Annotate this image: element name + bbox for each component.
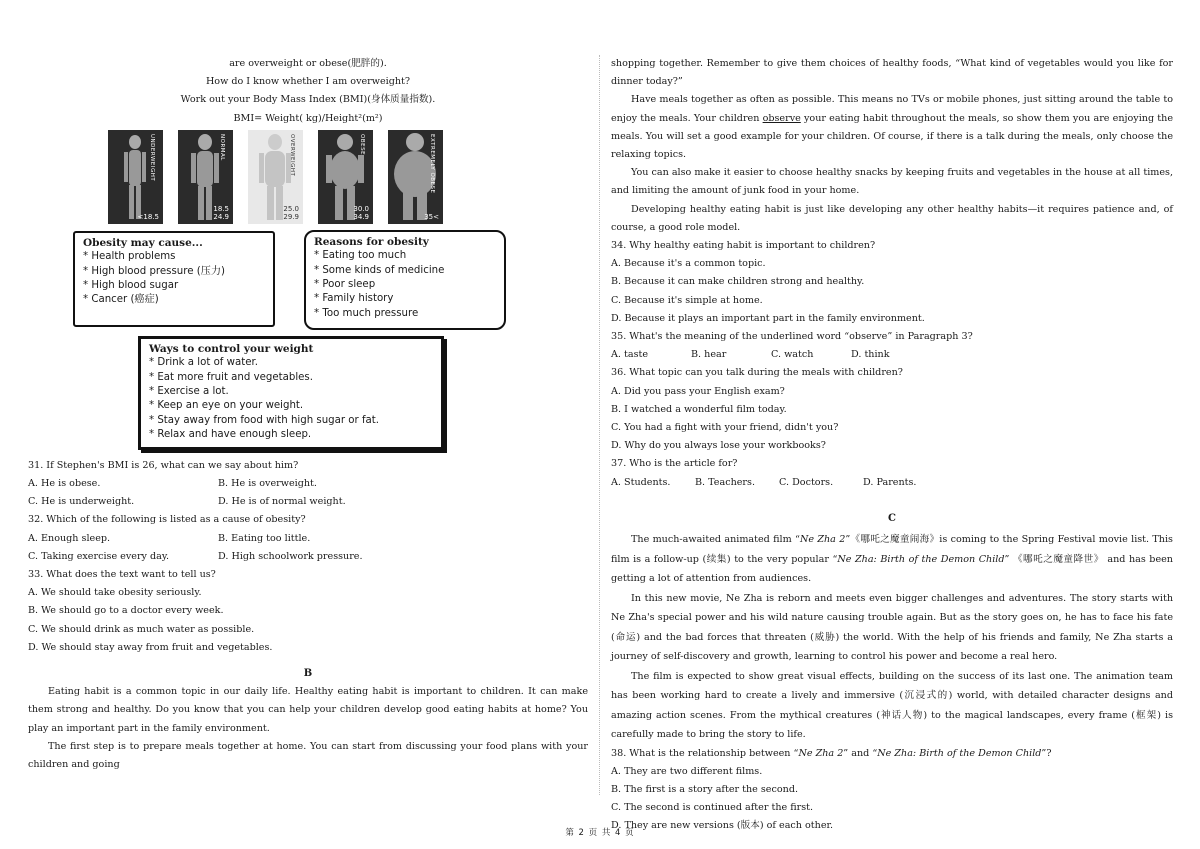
bmi-illustration	[68, 130, 538, 465]
question-stem: 31. If Stephen's BMI is 26, what can we say about him?	[28, 459, 299, 471]
page-footer: 第 2 页 共 4 页	[565, 828, 635, 838]
question-35	[611, 328, 1173, 364]
question-33	[28, 566, 588, 657]
figure-label: OBESE	[359, 133, 365, 155]
obesity-reasons-box	[304, 230, 506, 330]
intro-line: How do I know whether I am overweight?	[205, 76, 411, 88]
option[interactable]: A. taste	[611, 349, 649, 361]
passage-b-paragraph: Developing healthy eating habit is just like developing any other healthy habits—it requires patience and, of course, a good role model.	[611, 203, 1173, 233]
option[interactable]: C. The second is continued after the first.	[611, 802, 814, 814]
passage-b-paragraph: You can also make it easier to choose healthy snacks by keeping fruits and vegetables in the house at all times, and limiting the amount of junk food in your home.	[611, 167, 1174, 197]
question-32	[28, 511, 588, 566]
film-title: Ne Zha 2	[798, 747, 844, 759]
list-item: * Relax and have enough sleep.	[149, 428, 433, 442]
reasons-list	[314, 249, 496, 321]
option[interactable]: A. They are two different films.	[611, 765, 763, 777]
option[interactable]: C. He is underweight.	[28, 496, 135, 508]
text-run: your eating habit throughout the meals, so show them you are enjoying the meals. You will set a good example for your children. Of course, if there is a talk during the meals, only choose the relaxing topics.	[611, 112, 1173, 161]
obesity-causes-box	[73, 231, 275, 327]
film-title: Ne Zha: Birth of the Demon Child	[837, 553, 1005, 565]
option[interactable]: C. Taking exercise every day.	[28, 550, 170, 562]
option[interactable]: A. Enough sleep.	[28, 532, 111, 544]
question-36	[611, 364, 1173, 455]
text-run: ” 《哪吒之魔童降世》 and has been getting a lot of attention from audiences.	[611, 553, 1173, 585]
figure-label: UNDERWEIGHT	[149, 133, 155, 182]
passage-b-paragraph	[611, 91, 1173, 164]
question-stem: 34. Why healthy eating habit is important to children?	[611, 240, 876, 252]
option[interactable]: D. High schoolwork pressure.	[218, 550, 363, 562]
text-run: 38. What is the relationship between “	[611, 747, 799, 759]
passage-c-paragraph	[611, 530, 1173, 589]
list-item: * Health problems	[83, 250, 265, 264]
option[interactable]: D. Why do you always lose your workbooks?	[611, 440, 826, 452]
option[interactable]: B. I watched a wonderful film today.	[611, 403, 787, 415]
question-37	[611, 455, 1173, 491]
list-item: * High blood sugar	[83, 279, 265, 293]
option[interactable]: C. You had a fight with your friend, didn't you?	[611, 422, 839, 434]
text-run: ” and “	[843, 747, 878, 759]
option[interactable]: D. Parents.	[863, 476, 917, 488]
section-heading-c: C	[888, 512, 896, 524]
body-figure-normal	[178, 130, 233, 224]
ways-list	[149, 356, 433, 442]
passage-b-paragraph: shopping together. Remember to give them choices of healthy foods, “What kind of vegetables would you like for dinner today?”	[611, 58, 1173, 88]
option[interactable]: B. He is overweight.	[218, 478, 317, 490]
option[interactable]: A. Students.	[611, 476, 671, 488]
question-stem: 36. What topic can you talk during the meals with children?	[611, 367, 903, 379]
weight-control-box	[138, 336, 444, 450]
passage-b-paragraph: The first step is to prepare meals together at home. You can start from discussing your food plans with your children and going	[28, 740, 588, 771]
list-item: * Eat more fruit and vegetables.	[149, 371, 433, 385]
question-38	[611, 745, 1173, 836]
intro-line: Work out your Body Mass Index (BMI)(身体质量指数).	[180, 94, 436, 106]
figure-label: EXTREMELY OBESE	[429, 133, 435, 194]
column-divider	[599, 55, 600, 795]
question-34	[611, 237, 1173, 328]
causes-list	[83, 250, 265, 308]
intro-line: are overweight or obese(肥胖的).	[229, 58, 387, 69]
option[interactable]: D. They are new versions (版本) of each other.	[611, 820, 834, 832]
question-stem: 32. Which of the following is listed as a cause of obesity?	[28, 514, 306, 526]
option[interactable]: C. Doctors.	[779, 476, 834, 488]
option[interactable]: B. The first is a story after the second.	[611, 783, 799, 795]
body-figure-underweight	[108, 130, 163, 224]
figure-label: NORMAL	[219, 133, 225, 161]
option[interactable]: A. We should take obesity seriously.	[28, 587, 202, 599]
list-item: * Exercise a lot.	[149, 385, 433, 399]
text-run: ”?	[1041, 747, 1052, 759]
option[interactable]: B. Eating too little.	[218, 532, 311, 544]
option[interactable]: B. hear	[691, 349, 727, 361]
text-run: The much-awaited animated film “	[631, 534, 800, 546]
list-item: * Family history	[314, 292, 496, 306]
passage-c-paragraph: In this new movie, Ne Zha is reborn and meets even bigger challenges and adventures. The story starts with Ne Zha's special power and his wild nature causing trouble again. But as the story goes on, he has to face his fate (命运) and the bad forces that threaten (威胁) the world. With the help of his friends and family, Ne Zha starts a journey of self-discovery and growth, learning to control his power and become a real hero.	[611, 592, 1173, 663]
section-heading-b: B	[303, 668, 313, 680]
list-item: * High blood pressure (压力)	[83, 265, 265, 279]
list-item: * Keep an eye on your weight.	[149, 399, 433, 413]
film-title: Ne Zha 2	[799, 534, 846, 546]
figure-bmi: 18.5 24.9	[213, 204, 229, 221]
list-item: * Poor sleep	[314, 278, 496, 292]
option[interactable]: C. Because it's simple at home.	[611, 294, 763, 306]
bmi-formula: BMI= Weight( kg)/Height²(m²)	[233, 112, 383, 124]
passage-b-paragraph: Eating habit is a common topic in our daily life. Healthy eating habit is important to children. It can make them strong and healthy. Do you know that you can help your children develop good eating habits at home? You play an important part in the family environment.	[28, 686, 588, 734]
list-item: * Too much pressure	[314, 307, 496, 321]
list-item: * Drink a lot of water.	[149, 356, 433, 370]
question-stem: 37. Who is the article for?	[611, 458, 738, 470]
list-item: * Stay away from food with high sugar or fat.	[149, 414, 433, 428]
list-item: * Eating too much	[314, 249, 496, 263]
box-title: Reasons for obesity	[314, 235, 429, 248]
question-stem: 35. What's the meaning of the underlined word “observe” in Paragraph 3?	[611, 331, 973, 343]
list-item: * Cancer (癌症)	[83, 293, 265, 307]
figure-bmi: 35<	[424, 212, 439, 221]
figure-bmi: 30.0 34.9	[353, 204, 369, 221]
option[interactable]: B. Teachers.	[695, 476, 755, 488]
list-item: * Some kinds of medicine	[314, 264, 496, 278]
figure-bmi: <18.5	[137, 212, 159, 221]
question-stem	[611, 745, 1173, 763]
figure-bmi: 25.0 29.9	[283, 204, 299, 221]
body-figure-obese	[318, 130, 373, 224]
option[interactable]: C. We should drink as much water as possible.	[28, 623, 255, 635]
text-run: ”《哪吒之魔童闹海》is coming to the Spring Festival movie list. This film is a follow-up (续集) to the very popular “	[611, 534, 1173, 565]
question-stem: 33. What does the text want to tell us?	[28, 569, 216, 581]
body-figure-extremely-obese	[388, 130, 443, 224]
text-run: Have meals together as often as possible. This means no TVs or mobile phones, just sitting around the table to enjoy the meals. Your children	[611, 94, 1173, 124]
option[interactable]: D. He is of normal weight.	[218, 496, 346, 508]
option[interactable]: D. We should stay away from fruit and vegetables.	[28, 641, 273, 653]
box-title: Ways to control your weight	[149, 342, 314, 355]
option[interactable]: D. Because it plays an important part in the family environment.	[611, 312, 925, 324]
option[interactable]: A. Did you pass your English exam?	[611, 385, 785, 397]
passage-c-paragraph: The film is expected to show great visual effects, building on the success of its last one. The animation team has been working hard to create a lively and immersive (沉浸式的) world, with detailed character designs and amazing action scenes. From the mythical creatures (神话人物) to the magical landscapes, every frame (框架) is carefully made to bring the story to life.	[611, 670, 1173, 741]
underlined-word: observe	[762, 112, 801, 124]
left-column	[28, 55, 588, 774]
film-title: Ne Zha: Birth of the Demon Child	[877, 747, 1042, 759]
option[interactable]: B. We should go to a doctor every week.	[28, 605, 224, 617]
box-title: Obesity may cause...	[83, 236, 203, 249]
question-31	[28, 457, 588, 512]
option[interactable]: C. watch	[771, 349, 814, 361]
option[interactable]: B. Because it can make children strong and healthy.	[611, 276, 865, 288]
option[interactable]: A. He is obese.	[28, 478, 101, 490]
right-column	[611, 55, 1173, 836]
figure-label: OVERWEIGHT	[289, 133, 295, 177]
body-figure-overweight	[248, 130, 303, 224]
option[interactable]: A. Because it's a common topic.	[611, 258, 766, 270]
option[interactable]: D. think	[851, 349, 890, 361]
